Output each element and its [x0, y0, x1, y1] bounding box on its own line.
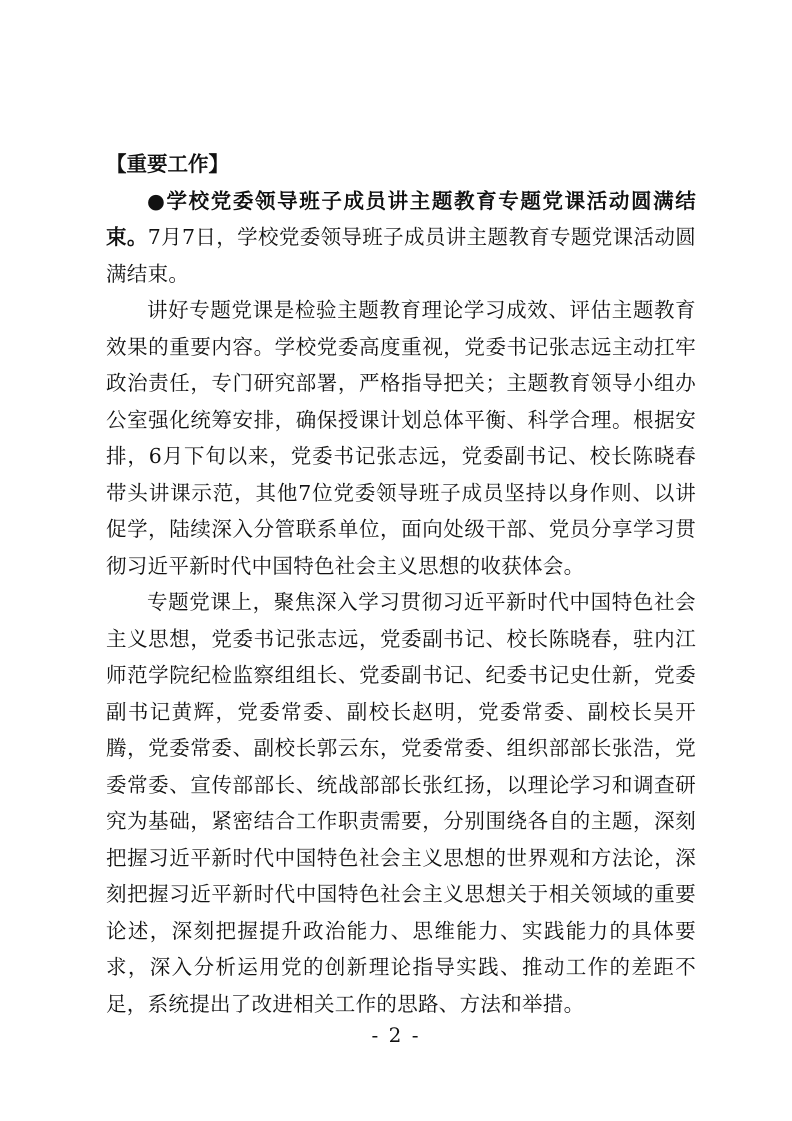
lead-news-item	[106, 183, 696, 293]
page-content	[106, 146, 696, 1022]
page-number: - 2 -	[371, 1023, 421, 1047]
section-heading: 【重要工作】	[106, 152, 229, 176]
lead-news-body: 7月7日，学校党委领导班子成员讲主题教育专题党课活动圆满结束。	[106, 225, 696, 286]
lead-news-title: ●学校党委领导班子成员讲主题教育专题党课活动圆满结束。	[106, 188, 696, 249]
body-paragraph: 讲好专题党课是检验主题教育理论学习成效、评估主题教育效果的重要内容。学校党委高度重视，党委书记张志远主动扛牢政治责任，专门研究部署，严格指导把关；主题教育领导小组办公室强化统筹安排，确保授课计划总体平衡、科学合理。根据安排，6月下旬以来，党委书记张志远，党委副书记、校长陈晓春带头讲课示范，其他7位党委领导班子成员坚持以身作则、以讲促学，陆续深入分管联系单位，面向处级干部、党员分享学习贯彻习近平新时代中国特色社会主义思想的收获体会。	[106, 298, 696, 578]
body-paragraph: 专题党课上，聚焦深入学习贯彻习近平新时代中国特色社会主义思想，党委书记张志远，党委副书记、校长陈晓春，驻内江师范学院纪检监察组组长、党委副书记、纪委书记史仕新，党委副书记黄辉，党委常委、副校长赵明，党委常委、副校长吴开腾，党委常委、副校长郭云东，党委常委、组织部部长张浩，党委常委、宣传部部长、统战部部长张红扬，以理论学习和调查研究为基础，紧密结合工作职责需要，分别围绕各自的主题，深刻把握习近平新时代中国特色社会主义思想的世界观和方法论，深刻把握习近平新时代中国特色社会主义思想关于相关领域的重要论述，深刻把握提升政治能力、思维能力、实践能力的具体要求，深入分析运用党的创新理论指导实践、推动工作的差距不足，系统提出了改进相关工作的思路、方法和举措。	[106, 590, 696, 1016]
